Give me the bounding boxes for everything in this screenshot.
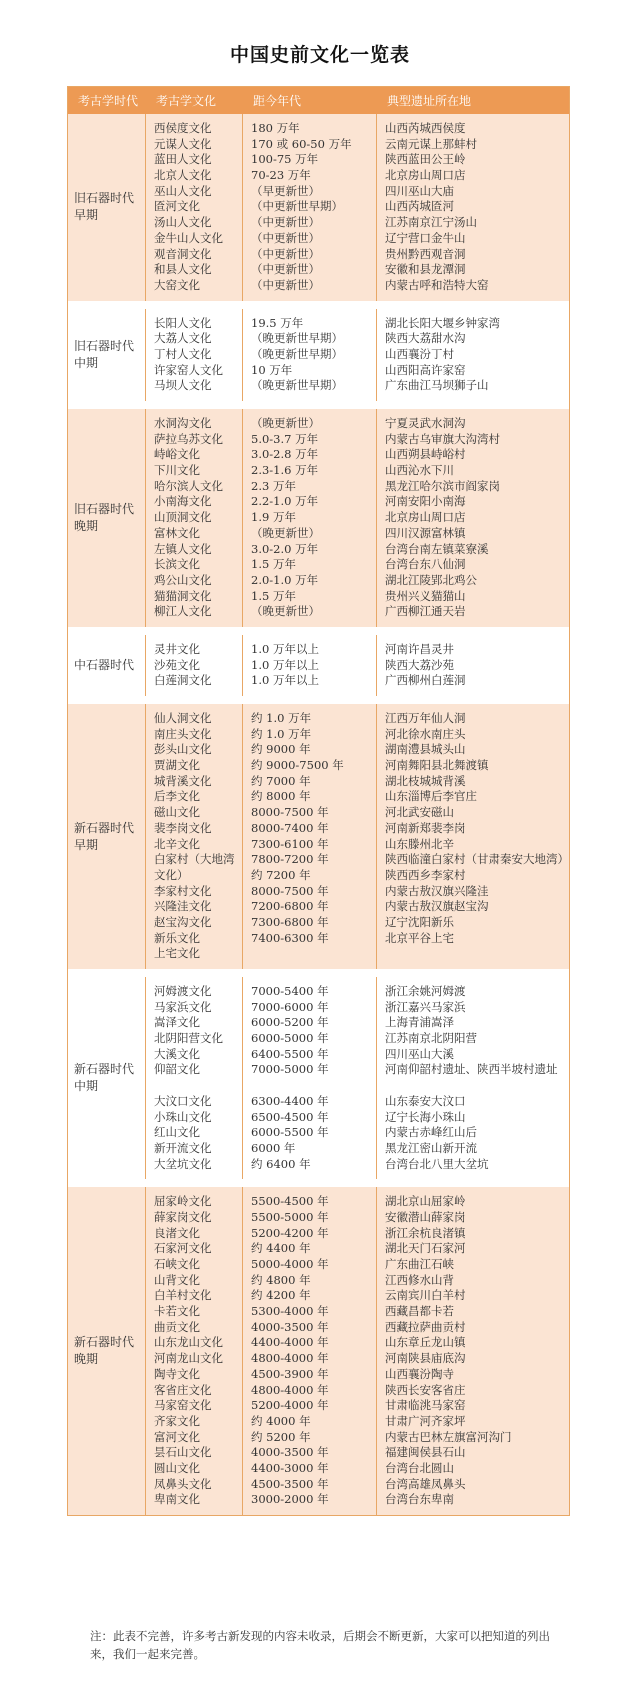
culture-site: 陕西蓝田公王岭 xyxy=(385,152,466,167)
culture-name: 赵宝沟文化 xyxy=(154,914,212,929)
culture-site: 甘肃广河齐家坪 xyxy=(385,1413,466,1428)
culture-name: 大溪文化 xyxy=(154,1046,200,1061)
culture-site: 陕西西乡李家村 xyxy=(385,867,466,882)
culture-site-column xyxy=(377,977,569,1179)
culture-site: 山东泰安大汶口 xyxy=(385,1093,466,1108)
culture-name-column xyxy=(146,635,243,696)
culture-age: 约 1.0 万年 xyxy=(251,711,312,725)
culture-site: 河北徐水南庄头 xyxy=(385,726,466,741)
culture-site-column xyxy=(377,1187,569,1515)
culture-name: 山东龙山文化 xyxy=(154,1335,223,1350)
culture-age: 5200-4200 年 xyxy=(251,1225,329,1240)
culture-name: 小南海文化 xyxy=(154,494,212,509)
culture-site: 内蒙古赤峰红山后 xyxy=(385,1125,477,1140)
culture-name: 北京人文化 xyxy=(154,168,212,183)
culture-site: 河南陕县庙底沟 xyxy=(385,1351,466,1366)
culture-age: 1.5 万年 xyxy=(251,557,296,572)
culture-name: 下川文化 xyxy=(154,463,200,478)
culture-age: 4800-4000 年 xyxy=(251,1351,329,1366)
era-section xyxy=(68,401,569,627)
culture-age: 4000-3500 年 xyxy=(251,1319,329,1334)
culture-site: 辽宁长海小珠山 xyxy=(385,1109,466,1124)
culture-age: 约 4400 年 xyxy=(251,1241,311,1256)
culture-age: 7000-6000 年 xyxy=(251,999,329,1014)
culture-age: （中更新世） xyxy=(251,277,320,292)
culture-name: 鸡公山文化 xyxy=(154,572,212,587)
culture-name: 石家河文化 xyxy=(154,1241,212,1256)
culture-name: 山顶洞文化 xyxy=(154,510,212,525)
culture-site: 江西万年仙人洞 xyxy=(385,711,466,725)
culture-age: 70-23 万年 xyxy=(251,168,311,183)
culture-name: 白莲洞文化 xyxy=(154,673,212,688)
culture-age: （中更新世） xyxy=(251,230,320,245)
culture-name: 大汶口文化 xyxy=(154,1093,212,1108)
row-spacer xyxy=(385,1078,569,1094)
culture-name: 彭头山文化 xyxy=(154,742,212,757)
culture-name: 大窑文化 xyxy=(154,277,200,292)
culture-age: 7200-6800 年 xyxy=(251,899,329,914)
culture-site: 内蒙古乌审旗大沟湾村 xyxy=(385,431,500,446)
culture-site: 山西朔县峙峪村 xyxy=(385,447,466,462)
culture-age: 1.5 万年 xyxy=(251,588,296,603)
header-era: 考古学时代 xyxy=(78,94,139,108)
culture-site: 山东滕州北辛 xyxy=(385,836,454,851)
header-site: 典型遗址所在地 xyxy=(387,94,472,108)
culture-age: 6000 年 xyxy=(251,1140,296,1155)
culture-name: 富河文化 xyxy=(154,1429,200,1444)
culture-site: 河南舞阳县北舞渡镇 xyxy=(385,758,489,773)
culture-age-column xyxy=(243,309,377,401)
culture-site: 浙江余杭良渚镇 xyxy=(385,1225,466,1240)
era-label: 新石器时代中期 xyxy=(68,977,146,1179)
culture-site: 安徽潜山薛家岗 xyxy=(385,1209,466,1224)
culture-name: 丁村人文化 xyxy=(154,346,212,361)
culture-site: 陕西临潼白家村（甘肃秦安大地湾） xyxy=(385,852,569,867)
culture-age: 约 7000 年 xyxy=(251,773,311,788)
culture-age: （晚更新世早期） xyxy=(251,378,343,393)
culture-age: 170 或 60-50 万年 xyxy=(251,136,352,151)
culture-name: 南庄头文化 xyxy=(154,726,212,741)
culture-site: 湖北京山屈家岭 xyxy=(385,1194,466,1209)
culture-age: 1.9 万年 xyxy=(251,510,296,525)
culture-age: （中更新世） xyxy=(251,246,320,261)
culture-age: 6300-4400 年 xyxy=(251,1093,329,1108)
culture-name: 小珠山文化 xyxy=(154,1109,212,1124)
culture-age: 约 9000 年 xyxy=(251,742,311,757)
culture-site: 河南许昌灵井 xyxy=(385,641,454,656)
culture-site: 河南新郑裴李岗 xyxy=(385,820,466,835)
culture-name: 李家村文化 xyxy=(154,883,212,898)
culture-site: 内蒙古巴林左旗富河沟门 xyxy=(385,1429,512,1444)
era-label: 新石器时代早期 xyxy=(68,704,146,969)
culture-name: 水洞沟文化 xyxy=(154,416,212,430)
era-label: 旧石器时代早期 xyxy=(68,114,146,301)
culture-site: 湖北长阳大堰乡钟家湾 xyxy=(385,315,500,330)
culture-name: 金牛山人文化 xyxy=(154,230,223,245)
culture-site: 浙江嘉兴马家浜 xyxy=(385,999,466,1014)
culture-age-column xyxy=(243,977,377,1179)
culture-site: 内蒙古敖汉旗兴隆洼 xyxy=(385,883,489,898)
culture-age: 约 9000-7500 年 xyxy=(251,758,344,773)
culture-name: 陶寺文化 xyxy=(154,1366,200,1381)
culture-name: 大荔人文化 xyxy=(154,331,212,346)
culture-name: 卑南文化 xyxy=(154,1492,200,1507)
culture-age: 4500-3900 年 xyxy=(251,1366,329,1381)
culture-age: 1.0 万年以上 xyxy=(251,657,319,672)
culture-site: 上海青浦嵩泽 xyxy=(385,1015,454,1030)
culture-name: 马家窑文化 xyxy=(154,1398,212,1413)
culture-site: 广东曲江马坝狮子山 xyxy=(385,378,489,393)
culture-age: 7000-5000 年 xyxy=(251,1062,329,1077)
culture-age: （晚更新世） xyxy=(251,604,320,619)
page-title: 中国史前文化一览表 xyxy=(229,44,410,66)
culture-age: 约 5200 年 xyxy=(251,1429,311,1444)
culture-name: 磁山文化 xyxy=(154,805,200,820)
culture-name-column xyxy=(146,1187,243,1515)
culture-site: 福建闽侯县石山 xyxy=(385,1445,466,1460)
culture-age: 7800-7200 年 xyxy=(251,852,329,867)
header-age: 距今年代 xyxy=(253,94,302,108)
culture-site: 湖北枝城城背溪 xyxy=(385,773,466,788)
culture-age: （中更新世） xyxy=(251,262,320,277)
culture-site: 广东曲江石峡 xyxy=(385,1257,454,1272)
culture-name: 白羊村文化 xyxy=(154,1288,212,1303)
culture-site: 宁夏灵武水洞沟 xyxy=(385,416,466,430)
culture-name: 许家窑人文化 xyxy=(154,362,223,377)
culture-site: 广西柳江通天岩 xyxy=(385,604,466,619)
culture-age: 约 7200 年 xyxy=(251,867,311,882)
culture-age-column xyxy=(243,409,377,627)
culture-age: 7400-6300 年 xyxy=(251,930,329,945)
culture-site: 黑龙江密山新开流 xyxy=(385,1140,477,1155)
era-section xyxy=(68,301,569,401)
culture-age: 2.3-1.6 万年 xyxy=(251,463,319,478)
culture-site: 台湾高雄凤鼻头 xyxy=(385,1476,466,1491)
culture-age: 约 4800 年 xyxy=(251,1272,311,1287)
culture-site: 湖南澧县城头山 xyxy=(385,742,466,757)
culture-age: 7000-5400 年 xyxy=(251,984,329,999)
culture-age: 约 4000 年 xyxy=(251,1413,311,1428)
era-label: 旧石器时代中期 xyxy=(68,309,146,401)
culture-site: 河南仰韶村遗址、陕西半坡村遗址 xyxy=(385,1062,558,1077)
culture-site: 台湾台北圆山 xyxy=(385,1460,454,1475)
culture-name: 长阳人文化 xyxy=(154,315,212,330)
culture-age: 3.0-2.8 万年 xyxy=(251,447,319,462)
culture-name-column xyxy=(146,309,243,401)
culture-name: 左镇人文化 xyxy=(154,541,212,556)
culture-site: 云南元谋上那蚌村 xyxy=(385,136,477,151)
culture-site: 台湾台东八仙洞 xyxy=(385,557,466,572)
culture-age: 5.0-3.7 万年 xyxy=(251,431,319,446)
culture-site: 浙江余姚河姆渡 xyxy=(385,984,466,999)
culture-age: 1.0 万年以上 xyxy=(251,641,319,656)
culture-site: 山西芮城西侯度 xyxy=(385,121,466,135)
culture-name-column xyxy=(146,977,243,1179)
culture-name: 哈尔滨人文化 xyxy=(154,478,223,493)
culture-site: 山西襄汾丁村 xyxy=(385,346,454,361)
culture-name: 灵井文化 xyxy=(154,641,200,656)
culture-site-column xyxy=(377,114,569,301)
culture-name: 长滨文化 xyxy=(154,557,200,572)
culture-site-column xyxy=(377,309,569,401)
era-section xyxy=(68,696,569,969)
culture-age: 8000-7500 年 xyxy=(251,805,329,820)
culture-site: 陕西长安客省庄 xyxy=(385,1382,466,1397)
culture-name: 客省庄文化 xyxy=(154,1382,212,1397)
culture-site: 贵州兴义猫猫山 xyxy=(385,588,466,603)
culture-site: 四川巫山大庙 xyxy=(385,183,454,198)
culture-age-column xyxy=(243,1187,377,1515)
culture-age: 约 6400 年 xyxy=(251,1156,311,1171)
culture-age: 1.0 万年以上 xyxy=(251,673,319,688)
culture-age: 8000-7500 年 xyxy=(251,883,329,898)
culture-site: 江苏南京北阴阳营 xyxy=(385,1031,477,1046)
culture-age: 2.3 万年 xyxy=(251,478,296,493)
footnote: 注：此表不完善，许多考古新发现的内容未收录，后期会不断更新，大家可以把知道的列出来，我们一起来完善。 xyxy=(90,1629,550,1661)
culture-name: 昙石山文化 xyxy=(154,1445,212,1460)
culture-name: 良渚文化 xyxy=(154,1225,200,1240)
culture-age: 4000-3500 年 xyxy=(251,1445,329,1460)
culture-age: 180 万年 xyxy=(251,121,300,135)
culture-age: （中更新世） xyxy=(251,215,320,230)
culture-site: 北京平谷上宅 xyxy=(385,930,454,945)
culture-name: 马坝人文化 xyxy=(154,378,212,393)
culture-site-column xyxy=(377,409,569,627)
culture-name: 北阴阳营文化 xyxy=(154,1031,223,1046)
culture-age: 7300-6800 年 xyxy=(251,914,329,929)
era-section xyxy=(68,627,569,696)
culture-name: 石峡文化 xyxy=(154,1257,200,1272)
culture-name: 凤鼻头文化 xyxy=(154,1476,212,1491)
culture-site: 西藏拉萨曲贡村 xyxy=(385,1319,466,1334)
culture-age: 6500-4500 年 xyxy=(251,1109,329,1124)
culture-age-column xyxy=(243,114,377,301)
culture-name: 峙峪文化 xyxy=(154,447,200,462)
culture-age: 8000-7400 年 xyxy=(251,820,329,835)
culture-age-column xyxy=(243,635,377,696)
culture-name: 后李文化 xyxy=(154,789,200,804)
culture-name: 卡若文化 xyxy=(154,1304,200,1319)
culture-name: 河南龙山文化 xyxy=(154,1351,223,1366)
culture-site: 台湾台北八里大坌坑 xyxy=(385,1156,489,1171)
culture-site: 黑龙江哈尔滨市阎家岗 xyxy=(385,478,500,493)
culture-name: 齐家文化 xyxy=(154,1413,200,1428)
culture-age: 5000-4000 年 xyxy=(251,1257,329,1272)
culture-site: 北京房山周口店 xyxy=(385,168,466,183)
culture-age: 2.0-1.0 万年 xyxy=(251,572,319,587)
culture-age: 4800-4000 年 xyxy=(251,1382,329,1397)
culture-name: 贾湖文化 xyxy=(154,758,200,773)
culture-name: 圆山文化 xyxy=(154,1460,200,1475)
culture-name: 沙苑文化 xyxy=(154,657,200,672)
culture-name: 汤山人文化 xyxy=(154,215,212,230)
culture-age: 6000-5500 年 xyxy=(251,1125,329,1140)
culture-name: 蓝田人文化 xyxy=(154,152,212,167)
culture-age: 4500-3500 年 xyxy=(251,1476,329,1491)
culture-site: 内蒙古呼和浩特大窑 xyxy=(385,277,489,292)
culture-name: 马家浜文化 xyxy=(154,999,212,1014)
culture-site: 甘肃临洮马家窑 xyxy=(385,1398,466,1413)
culture-age: 6400-5500 年 xyxy=(251,1046,329,1061)
culture-age: 约 1.0 万年 xyxy=(251,726,312,741)
culture-name: 红山文化 xyxy=(154,1125,200,1140)
culture-name: 仙人洞文化 xyxy=(154,711,212,725)
culture-age: 3000-2000 年 xyxy=(251,1492,329,1507)
culture-age: 约 4200 年 xyxy=(251,1288,311,1303)
culture-site: 内蒙古敖汉旗赵宝沟 xyxy=(385,899,489,914)
row-spacer xyxy=(154,1078,242,1094)
culture-name: 北辛文化 xyxy=(154,836,200,851)
culture-name: 山背文化 xyxy=(154,1272,200,1287)
culture-age: 6000-5000 年 xyxy=(251,1031,329,1046)
row-spacer xyxy=(251,1078,376,1094)
culture-site: 西藏昌都卡若 xyxy=(385,1304,454,1319)
culture-name-column xyxy=(146,704,243,969)
culture-site: 云南宾川白羊村 xyxy=(385,1288,466,1303)
culture-age: 2.2-1.0 万年 xyxy=(251,494,319,509)
culture-age: 3.0-2.0 万年 xyxy=(251,541,319,556)
culture-site: 河南安阳小南海 xyxy=(385,494,466,509)
culture-site: 山西沁水下川 xyxy=(385,463,454,478)
culture-age: 4400-4000 年 xyxy=(251,1335,329,1350)
culture-age: （中更新世早期） xyxy=(251,199,343,214)
table-header-row xyxy=(68,87,569,114)
culture-site: 辽宁营口金牛山 xyxy=(385,230,466,245)
culture-name: 富林文化 xyxy=(154,525,200,540)
era-section xyxy=(68,1179,569,1515)
culture-age: 6000-5200 年 xyxy=(251,1015,329,1030)
culture-age: 5500-4500 年 xyxy=(251,1194,329,1209)
culture-site-column xyxy=(377,635,569,696)
culture-name: 匼河文化 xyxy=(154,199,200,214)
culture-age: 7300-6100 年 xyxy=(251,836,329,851)
culture-site: 江西修水山背 xyxy=(385,1272,454,1287)
culture-name: 仰韶文化 xyxy=(154,1062,200,1077)
culture-site: 山东章丘龙山镇 xyxy=(385,1335,466,1350)
culture-site: 台湾台南左镇菜寮溪 xyxy=(385,541,489,556)
culture-age: 5200-4000 年 xyxy=(251,1398,329,1413)
culture-name-column xyxy=(146,114,243,301)
culture-site: 广西柳州白莲洞 xyxy=(385,673,466,688)
header-culture: 考古学文化 xyxy=(156,94,217,108)
culture-site: 江苏南京江宁汤山 xyxy=(385,215,477,230)
era-section xyxy=(68,969,569,1179)
era-label: 旧石器时代晚期 xyxy=(68,409,146,627)
culture-name: 萨拉乌苏文化 xyxy=(154,431,223,446)
culture-site: 四川巫山大溪 xyxy=(385,1046,454,1061)
culture-name: 巫山人文化 xyxy=(154,183,212,198)
culture-site: 山西阳高许家窑 xyxy=(385,362,466,377)
era-label: 中石器时代 xyxy=(68,635,146,696)
culture-name: 屈家岭文化 xyxy=(154,1194,212,1209)
culture-age: 4400-3000 年 xyxy=(251,1460,329,1475)
culture-name: 河姆渡文化 xyxy=(154,984,212,999)
culture-site: 安徽和县龙潭洞 xyxy=(385,262,466,277)
culture-name: 白家村（大地湾文化） xyxy=(154,852,235,882)
culture-name: 薛家岗文化 xyxy=(154,1209,212,1224)
culture-age: 19.5 万年 xyxy=(251,315,304,330)
culture-name: 和县人文化 xyxy=(154,262,212,277)
culture-age: （晚更新世） xyxy=(251,525,320,540)
culture-name: 猫猫洞文化 xyxy=(154,588,212,603)
culture-name: 新开流文化 xyxy=(154,1140,212,1155)
culture-site: 湖北天门石家河 xyxy=(385,1241,466,1256)
culture-name: 新乐文化 xyxy=(154,930,200,945)
culture-age: 5500-5000 年 xyxy=(251,1209,329,1224)
era-section xyxy=(68,114,569,301)
culture-name: 裴李岗文化 xyxy=(154,820,212,835)
culture-age: 约 8000 年 xyxy=(251,789,311,804)
culture-site: 辽宁沈阳新乐 xyxy=(385,914,454,929)
culture-age: （晚更新世早期） xyxy=(251,346,343,361)
culture-site: 贵州黔西观音洞 xyxy=(385,246,466,261)
culture-age: （晚更新世早期） xyxy=(251,331,343,346)
culture-name: 柳江人文化 xyxy=(154,604,212,619)
culture-name: 大坌坑文化 xyxy=(154,1156,212,1171)
culture-site: 台湾台东卑南 xyxy=(385,1492,454,1507)
culture-site: 四川汉源富林镇 xyxy=(385,525,466,540)
culture-name: 兴隆洼文化 xyxy=(154,899,212,914)
culture-site: 河北武安磁山 xyxy=(385,805,454,820)
culture-name: 嵩泽文化 xyxy=(154,1015,200,1030)
culture-age: 10 万年 xyxy=(251,362,293,377)
culture-name-column xyxy=(146,409,243,627)
prehistoric-culture-table xyxy=(67,86,570,1516)
culture-name: 城背溪文化 xyxy=(154,773,212,788)
culture-name: 上宅文化 xyxy=(154,946,200,961)
table-body xyxy=(68,114,569,1515)
culture-site: 山西襄汾陶寺 xyxy=(385,1366,454,1381)
culture-site-column xyxy=(377,704,569,969)
culture-age: 5300-4000 年 xyxy=(251,1304,329,1319)
culture-age: （晚更新世） xyxy=(251,416,320,430)
culture-site: 陕西大荔沙苑 xyxy=(385,657,454,672)
culture-age: （早更新世） xyxy=(251,183,320,198)
culture-name: 元谋人文化 xyxy=(154,136,212,151)
culture-site: 陕西大荔甜水沟 xyxy=(385,331,466,346)
culture-name: 西侯度文化 xyxy=(154,121,212,135)
culture-name: 曲贡文化 xyxy=(154,1319,200,1334)
culture-age-column xyxy=(243,704,377,969)
era-label: 新石器时代晚期 xyxy=(68,1187,146,1515)
culture-name: 观音洞文化 xyxy=(154,246,212,261)
culture-site: 北京房山周口店 xyxy=(385,510,466,525)
culture-site: 山西芮城匼河 xyxy=(385,199,454,214)
culture-age: 100-75 万年 xyxy=(251,152,319,167)
culture-site: 山东淄博后李官庄 xyxy=(385,789,477,804)
culture-site: 湖北江陵郢北鸡公 xyxy=(385,572,477,587)
